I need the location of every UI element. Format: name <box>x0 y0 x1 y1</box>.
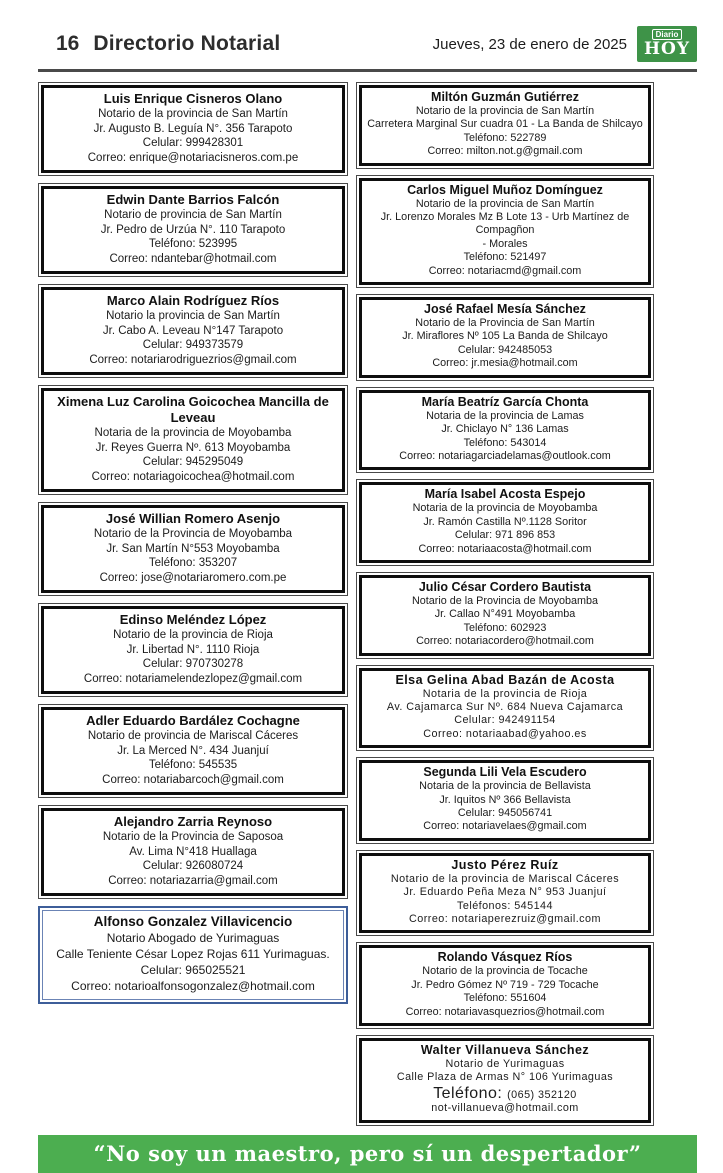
card-line: Correo: enrique@notariacisneros.com.pe <box>87 151 299 164</box>
page-title: Directorio Notarial <box>93 32 281 55</box>
card-line: Jr. Callao N°491 Moyobamba <box>434 608 576 621</box>
notary-card <box>38 82 348 176</box>
card-line: Notario de la Provincia de Saposoa <box>102 831 284 843</box>
card-line: Celular: 971 896 853 <box>454 529 556 542</box>
card-line: Jr. Reyes Guerra Nº. 613 Moyobamba <box>95 441 291 454</box>
notary-card <box>356 294 654 381</box>
notary-name: Rolando Vásquez Ríos <box>437 950 573 965</box>
card-line: Jr. Pedro Gómez Nº 719 - 729 Tocache <box>411 978 599 991</box>
notary-name: Segunda Lili Vela Escudero <box>423 765 587 780</box>
card-line: Jr. Libertad N°. 1110 Rioja <box>126 643 260 656</box>
card-line: Celular: 945295049 <box>142 456 244 468</box>
card-line <box>366 1085 644 1102</box>
notary-card <box>356 850 654 937</box>
card-line: Carretera Marginal Sur cuadra 01 - La Banda de Shilcayo <box>367 118 643 131</box>
notary-name: María Beatríz García Chonta <box>421 394 589 409</box>
notary-name: José Willian Romero Asenjo <box>105 511 281 526</box>
notary-card <box>356 572 654 659</box>
card-line: - Morales <box>482 237 528 250</box>
notary-card-inner <box>359 1038 651 1123</box>
card-line: Notario de la Provincia de San Martín <box>415 317 595 330</box>
date-text: Jueves, 23 de enero de 2025 <box>432 35 627 53</box>
diario-hoy-logo <box>637 26 697 62</box>
notary-card-inner <box>359 760 651 841</box>
notary-name: Alfonso Gonzalez Villavicencio <box>93 914 293 929</box>
notary-card-inner <box>41 186 345 274</box>
card-line: Notaria de la provincia de Bellavista <box>419 780 591 793</box>
notary-card <box>38 906 348 1004</box>
notary-name: Edinso Meléndez López <box>119 612 267 627</box>
card-line: Celular: 965025521 <box>140 963 246 977</box>
notary-card <box>38 704 348 798</box>
card-line: Correo: notariaabad@yahoo.es <box>423 727 587 740</box>
card-line: Correo: notariaperezruiz@gmail.com <box>409 913 601 926</box>
card-line: Jr. Cabo A. Leveau N°147 Tarapoto <box>102 324 284 337</box>
card-line: Correo: milton.not.g@gmail.com <box>427 145 583 158</box>
card-line: Correo: notariavasquezrios@hotmail.com <box>405 1005 605 1018</box>
card-line: Notario de la provincia de Rioja <box>113 629 273 641</box>
card-line: Notario de la provincia de San Martín <box>98 108 288 120</box>
card-line: Notaria de la provincia de Rioja <box>422 687 588 700</box>
card-line: Correo: notariabarcoch@gmail.com <box>102 773 284 786</box>
notary-card-inner <box>359 297 651 378</box>
card-line: Calle Plaza de Armas N° 106 Yurimaguas <box>396 1071 614 1084</box>
notary-card <box>356 175 654 288</box>
logo-hoy-text: HOY <box>643 39 690 59</box>
card-line: Calle Teniente César Lopez Rojas 611 Yurimaguas. <box>56 947 330 961</box>
card-line: Notario de la provincia de San Martín <box>415 197 595 210</box>
card-line: Notario de la Provincia de Moyobamba <box>411 594 599 607</box>
card-line: Notaria de la provincia de Lamas <box>426 409 584 422</box>
card-line: Av. Cajamarca Sur Nº. 684 Nueva Cajamarca <box>386 700 624 713</box>
card-line: Jr. Chiclayo N° 136 Lamas <box>441 423 569 436</box>
notary-card-inner <box>359 85 651 166</box>
card-line: Correo: notariacmd@gmail.com <box>428 264 582 277</box>
notary-name: Marco Alain Rodríguez Ríos <box>106 293 280 308</box>
card-line: Teléfonos: 545144 <box>457 899 553 912</box>
card-line: Celular: 942485053 <box>457 343 553 356</box>
notary-name: José Rafael Mesía Sánchez <box>424 302 586 317</box>
notary-card <box>356 757 654 844</box>
notary-name: Ximena Luz Carolina Goicochea Mancilla de Leveau <box>57 394 329 425</box>
card-line: Notario de la provincia de San Martín <box>415 105 595 117</box>
masthead <box>38 26 697 62</box>
notary-name: Adler Eduardo Bardález Cochagne <box>86 713 300 728</box>
card-line: Jr. Augusto B. Leguía N°. 356 Tarapoto <box>93 122 293 135</box>
card-line: Celular: 926080724 <box>142 860 244 872</box>
notary-name: Walter Villanueva Sánchez <box>420 1043 590 1058</box>
notary-card-inner <box>42 910 344 1000</box>
notary-card-inner <box>41 85 345 173</box>
notary-card <box>356 942 654 1029</box>
notary-card-inner <box>359 668 651 749</box>
right-column <box>356 82 654 1126</box>
card-line: Celular: 970730278 <box>142 658 244 670</box>
card-line: Jr. Miraflores Nº 105 La Banda de Shilcayo <box>402 330 608 343</box>
notary-card <box>38 603 348 697</box>
card-line: Notario de la Provincia de Moyobamba <box>93 528 293 540</box>
notary-name: Elsa Gelina Abad Bazán de Acosta <box>395 672 615 687</box>
notary-card-inner <box>41 606 345 694</box>
notary-card <box>38 385 348 495</box>
card-line: Correo: notariavelaes@gmail.com <box>423 820 587 833</box>
left-column <box>38 82 348 1126</box>
card-line: Jr. San Martín N°553 Moyobamba <box>106 542 280 555</box>
notary-card <box>356 1035 654 1126</box>
card-line: Jr. Pedro de Urzúa N°. 110 Tarapoto <box>100 223 286 236</box>
notary-card-inner <box>359 575 651 656</box>
notary-card-inner <box>359 178 651 285</box>
notary-card-inner <box>41 707 345 795</box>
header-divider <box>38 69 697 72</box>
notary-card-inner <box>359 945 651 1026</box>
phone-number: (065) 352120 <box>507 1088 577 1101</box>
quote-banner <box>38 1135 697 1173</box>
card-line: Teléfono: 543014 <box>463 436 547 449</box>
card-line: Jr. Lorenzo Morales Mz B Lote 13 - Urb Martínez de Compagñon <box>380 211 630 237</box>
logo-diario-text: Diario <box>652 29 683 40</box>
card-line: Celular: 999428301 <box>142 137 244 149</box>
card-line: Correo: notariagoicochea@hotmail.com <box>91 470 295 483</box>
phone-label-large: Teléfono: <box>433 1084 508 1102</box>
notary-name: Justo Pérez Ruíz <box>451 857 559 872</box>
notary-card-inner <box>359 853 651 934</box>
notary-card <box>38 805 348 899</box>
card-line: Teléfono: 523995 <box>148 238 238 250</box>
card-line: Correo: ndantebar@hotmail.com <box>109 252 277 265</box>
card-line: Correo: notariaacosta@hotmail.com <box>418 542 592 555</box>
card-line: Notario de la provincia de Tocache <box>422 965 588 978</box>
directory-columns <box>38 82 697 1126</box>
notary-name: Julio César Cordero Bautista <box>418 579 592 594</box>
card-line: Notario la provincia de San Martín <box>106 310 280 322</box>
page-number: 16 <box>56 32 80 55</box>
notary-name: Luis Enrique Cisneros Olano <box>103 91 283 106</box>
card-line: Correo: notariagarciadelamas@outlook.com <box>399 449 611 462</box>
notary-name: Miltón Guzmán Gutiérrez <box>431 90 579 104</box>
card-line: Correo: notariamelendezlopez@gmail.com <box>83 672 303 685</box>
card-line: Correo: jr.mesia@hotmail.com <box>432 357 578 370</box>
card-line: Correo: notarioalfonsogonzalez@hotmail.com <box>71 979 315 993</box>
card-line: Teléfono: 602923 <box>463 621 547 634</box>
card-line: Celular: 949373579 <box>142 339 244 351</box>
notary-card-inner <box>41 287 345 375</box>
quote-text: “No soy un maestro, pero sí un despertador” <box>93 1141 642 1167</box>
card-line: Correo: notariazarria@gmail.com <box>108 874 278 887</box>
notary-card-inner <box>41 808 345 896</box>
notary-card-inner <box>359 390 651 471</box>
notary-card-inner <box>41 505 345 593</box>
notary-card <box>356 479 654 566</box>
card-line: Teléfono: 353207 <box>148 557 238 569</box>
notary-card <box>38 284 348 378</box>
notary-card <box>356 82 654 169</box>
card-line: Notario de provincia de Mariscal Cáceres <box>87 730 299 742</box>
card-line: Notaria de la provincia de Moyobamba <box>412 502 598 515</box>
card-line: Notaria de la provincia de Moyobamba <box>94 427 292 439</box>
notary-name: Edwin Dante Barrios Falcón <box>106 192 280 207</box>
card-line: Jr. La Merced N°. 434 Juanjuí <box>117 744 269 757</box>
card-line: Av. Lima N°418 Huallaga <box>129 845 257 858</box>
card-line: Celular: 945056741 <box>457 807 553 819</box>
card-line: Notario de provincia de San Martín <box>104 209 282 221</box>
card-line: Correo: notariarodriguezrios@gmail.com <box>89 353 297 366</box>
notary-name: María Isabel Acosta Espejo <box>424 487 586 502</box>
card-line: Jr. Ramón Castilla Nº.1128 Soritor <box>423 515 587 528</box>
card-line: Notario Abogado de Yurimaguas <box>106 931 280 945</box>
card-line: Teléfono: 551604 <box>463 992 547 1005</box>
card-line: Jr. Eduardo Peña Meza N° 953 Juanjuí <box>403 886 607 899</box>
notary-card-inner <box>359 482 651 563</box>
card-line: Notario de la provincia de Mariscal Cáceres <box>390 872 620 885</box>
notary-card <box>38 502 348 596</box>
card-line: Teléfono: 521497 <box>463 251 547 264</box>
notary-card <box>38 183 348 277</box>
card-line: Correo: notariacordero@hotmail.com <box>416 635 594 648</box>
notary-card <box>356 665 654 752</box>
notary-name: Carlos Miguel Muñoz Domínguez <box>407 182 603 197</box>
card-line: Teléfono: 522789 <box>463 131 547 144</box>
notary-card <box>356 387 654 474</box>
card-line: Teléfono: 545535 <box>148 759 238 771</box>
notary-card-inner <box>41 388 345 492</box>
card-line: Jr. Iquitos Nº 366 Bellavista <box>439 793 571 806</box>
notary-name: Alejandro Zarria Reynoso <box>113 814 273 829</box>
card-line: Notario de Yurimaguas <box>445 1058 565 1071</box>
card-line: Celular: 942491154 <box>454 714 556 727</box>
card-line: Correo: jose@notariaromero.com.pe <box>99 571 287 584</box>
card-line: not-villanueva@hotmail.com <box>431 1102 579 1115</box>
